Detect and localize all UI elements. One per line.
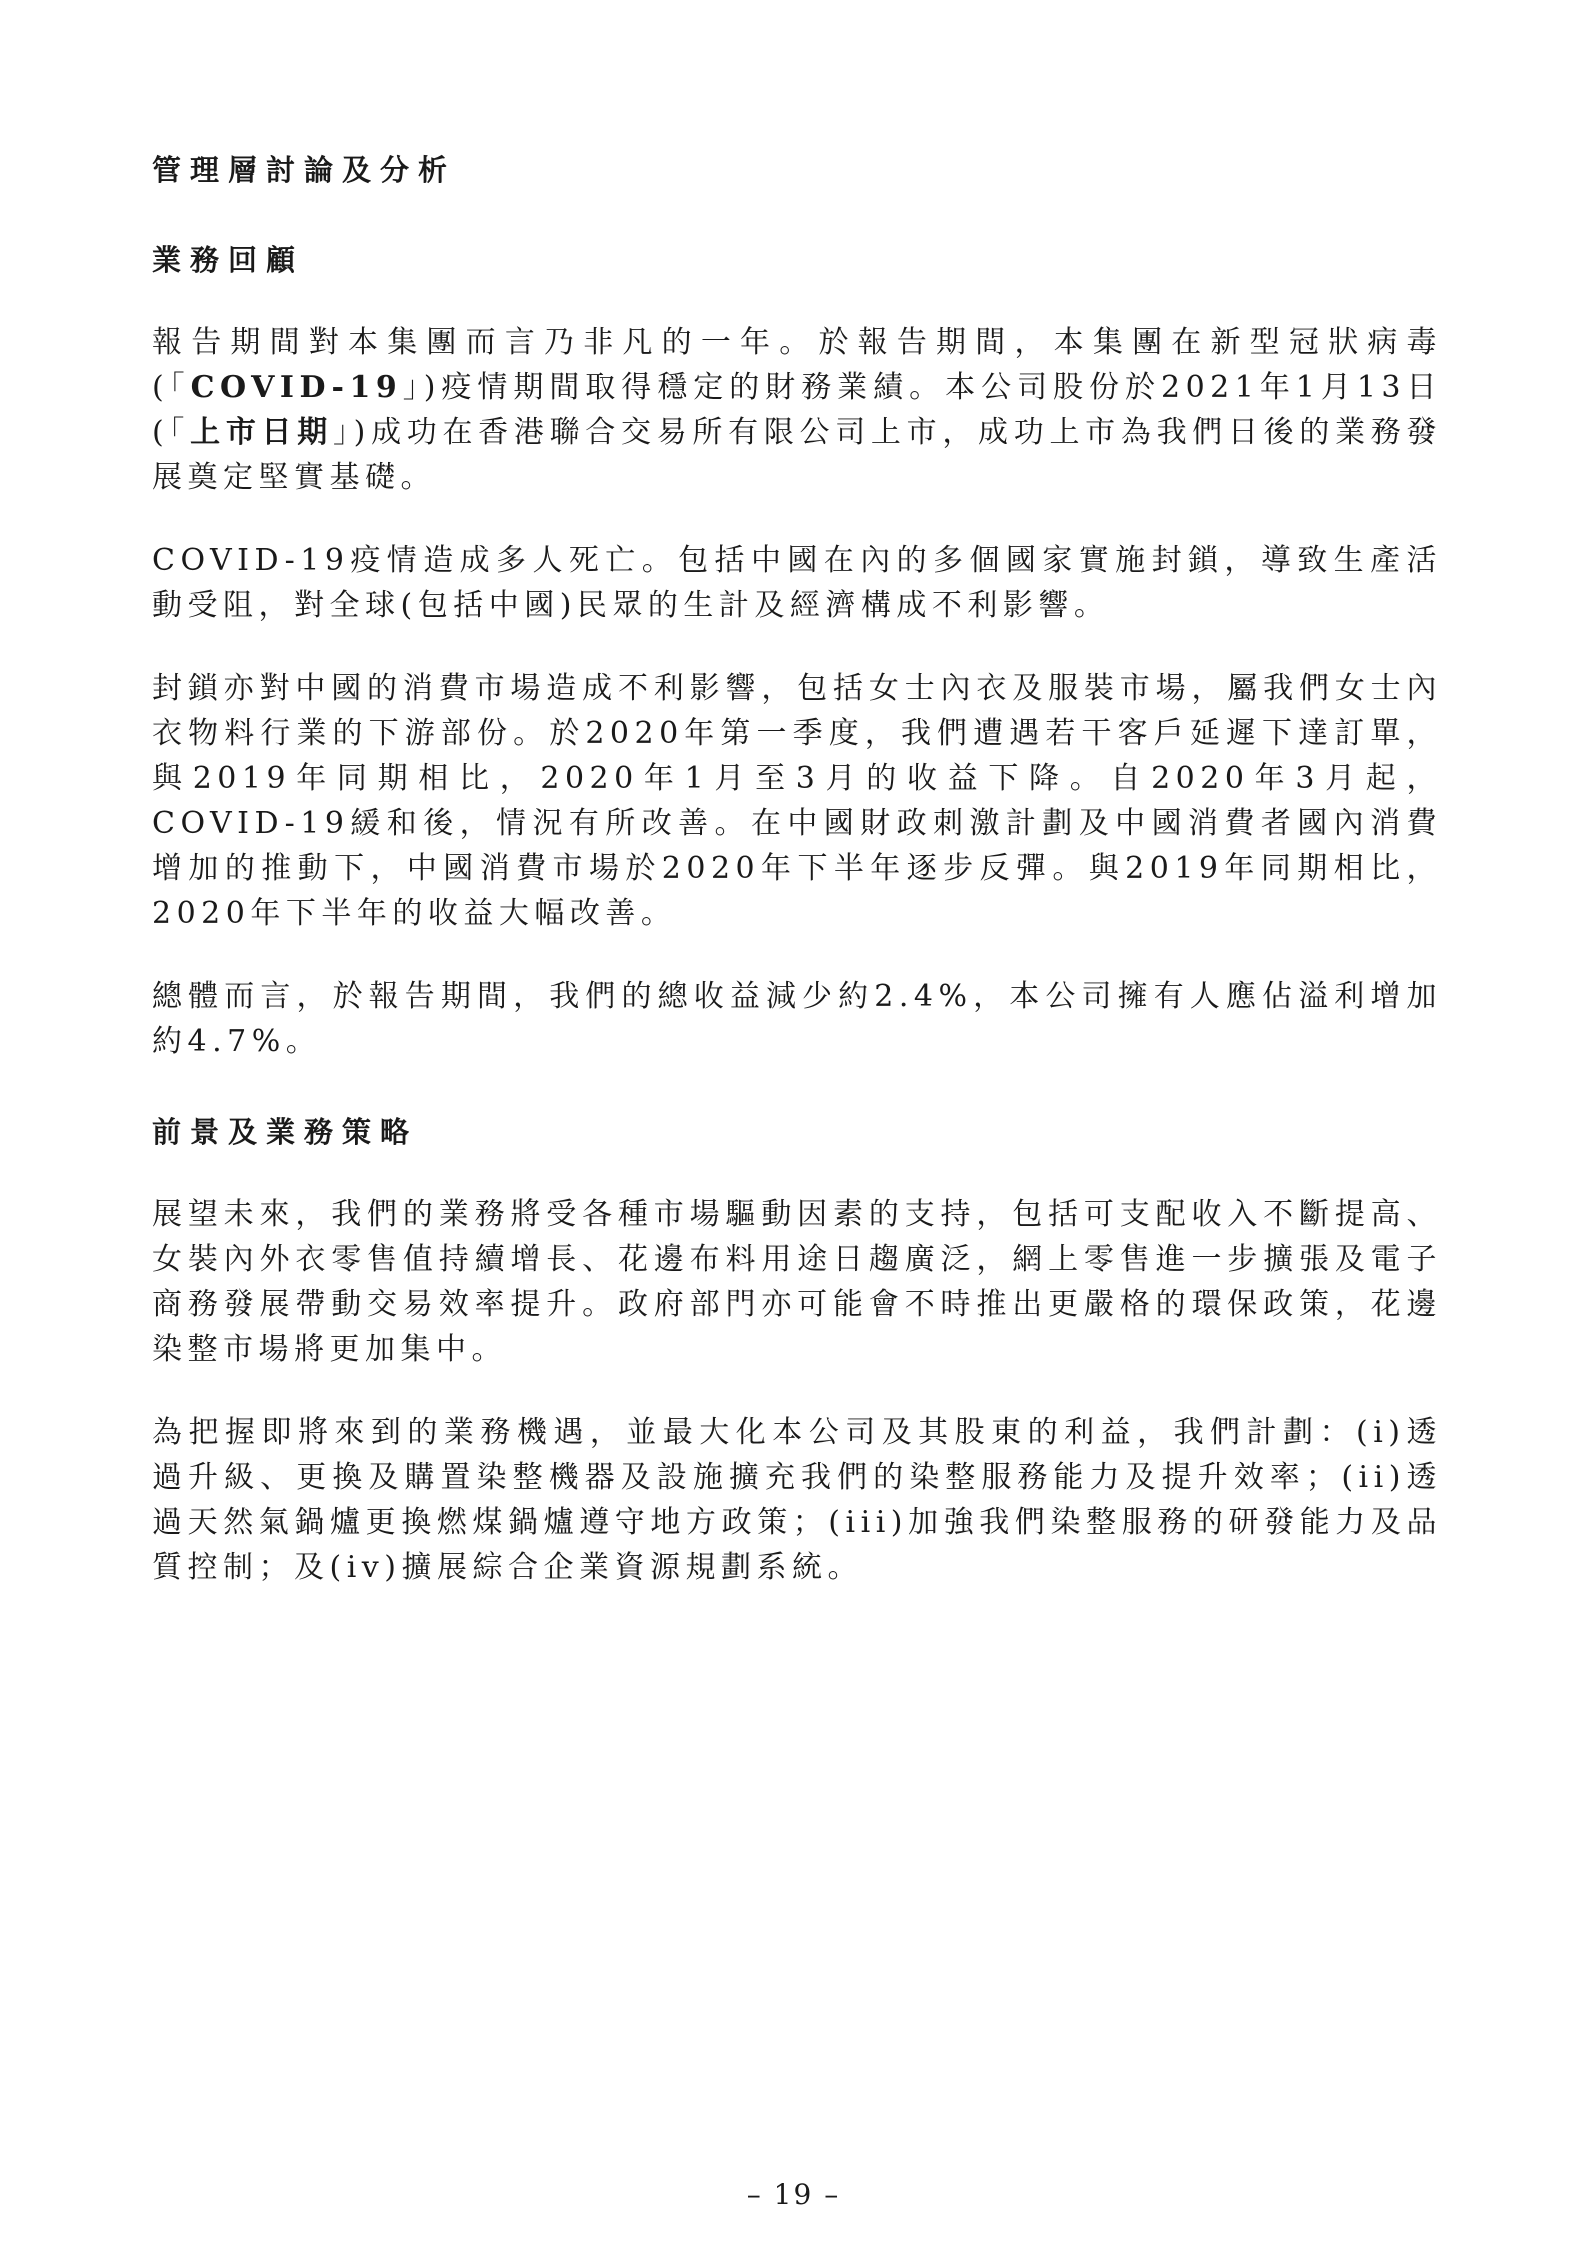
paragraph-covid-impact: COVID-19疫情造成多人死亡。包括中國在內的多個國家實施封鎖，導致生產活動受阻，對全球(包括中國)民眾的生計及經濟構成不利影響。 [152, 543, 1442, 623]
defined-term-covid19: COVID-19 [190, 370, 403, 405]
paragraph-overall-results: 總體而言，於報告期間，我們的總收益減少約2.4%，本公司擁有人應佔溢利增加約4.7%。 [152, 979, 1442, 1059]
paragraph-reporting-period [152, 320, 1442, 500]
page-number: – 19 – [746, 2178, 841, 2211]
defined-term-listing-date: 上市日期 [190, 415, 333, 450]
paragraph-plans: 為把握即將來到的業務機遇，並最大化本公司及其股東的利益，我們計劃：(i)透過升級、更換及購置染整機器及設施擴充我們的染整服務能力及提升效率；(ii)透過天然氣鍋爐更換燃煤鍋爐遵守地方政策；(iii)加強我們染整服務的研發能力及品質控制；及(iv)擴展綜合企業資源規劃系統。 [152, 1415, 1442, 1585]
text-run: 報告期間對本集團而言乃非凡的一年。於報告期間，本集團在新型冠狀病毒(「 [152, 325, 1442, 405]
section-heading-business-review: 業務回顧 [152, 243, 305, 277]
section-heading-prospects: 前景及業務策略 [152, 1115, 419, 1149]
paragraph-consumer-market: 封鎖亦對中國的消費市場造成不利影響，包括女士內衣及服裝市場，屬我們女士內衣物料行業的下游部份。於2020年第一季度，我們遭遇若干客戶延遲下達訂單，與2019年同期相比，2020年1月至3月的收益下降。自2020年3月起，COVID-19緩和後，情況有所改善。在中國財政刺激計劃及中國消費者國內消費增加的推動下，中國消費市場於2020年下半年逐步反彈。與2019年同期相比，2020年下半年的收益大幅改善。 [152, 671, 1442, 931]
paragraph-outlook: 展望未來，我們的業務將受各種市場驅動因素的支持，包括可支配收入不斷提高、女裝內外衣零售值持續增長、花邊布料用途日趨廣泛，網上零售進一步擴張及電子商務發展帶動交易效率提升。政府部門亦可能會不時推出更嚴格的環保政策，花邊染整市場將更加集中。 [152, 1197, 1442, 1367]
page-title: 管理層討論及分析 [152, 153, 457, 187]
text-run: 」)成功在香港聯合交易所有限公司上市，成功上市為我們日後的業務發展奠定堅實基礎。 [152, 415, 1443, 495]
text-run: 」)疫情期間取得穩定的財務業績。本公司股份於2021年1月13日(「 [152, 370, 1442, 450]
page-content [152, 140, 1442, 1628]
